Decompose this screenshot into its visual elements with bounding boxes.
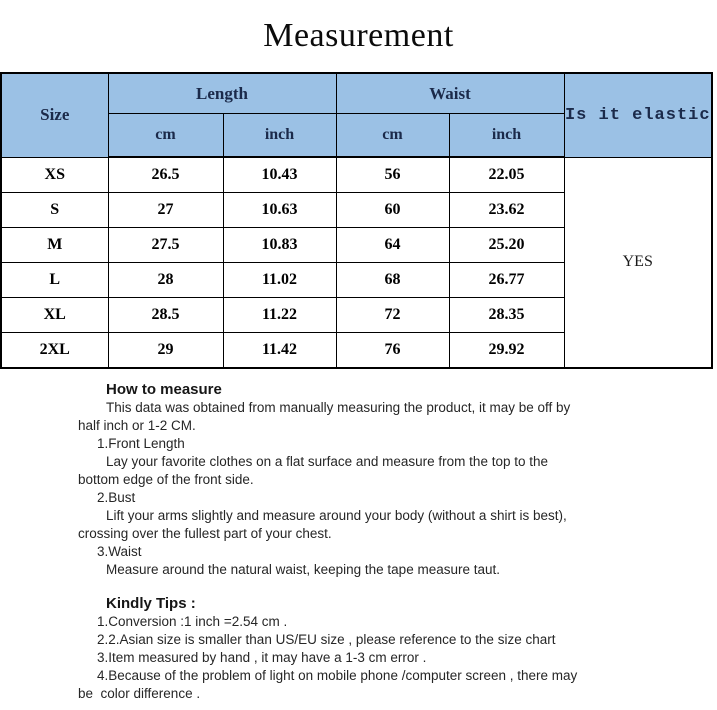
how-to-measure-line: 3.Waist <box>97 544 142 559</box>
how-to-measure-line: This data was obtained from manually measuring the product, it may be off by <box>106 400 571 415</box>
length-cm-value: 28.5 <box>108 298 223 333</box>
how-to-measure-line: 2.Bust <box>97 490 136 505</box>
title-wrap <box>0 0 717 72</box>
size-row-xs <box>1 157 712 193</box>
waist-cm-value: 64 <box>336 228 449 263</box>
kindly-tips-line: 4.Because of the problem of light on mobile phone /computer screen , there may <box>97 668 578 683</box>
header-row-groups <box>1 73 712 114</box>
size-label: S <box>1 193 108 228</box>
length-inch-value: 10.63 <box>223 193 336 228</box>
how-to-measure-line: Lift your arms slightly and measure around your body (without a shirt is best), <box>106 508 567 523</box>
how-to-measure-line: bottom edge of the front side. <box>78 472 254 487</box>
waist-cm-value: 72 <box>336 298 449 333</box>
kindly-tips-line: 1.Conversion :1 inch =2.54 cm . <box>97 614 288 629</box>
length-cm-value: 26.5 <box>108 157 223 193</box>
header-elastic: Is it elastic <box>564 73 712 157</box>
kindly-tips-line: 3.Item measured by hand , it may have a 1-3 cm error . <box>97 650 427 665</box>
waist-inch-value: 22.05 <box>449 157 564 193</box>
length-inch-value: 10.43 <box>223 157 336 193</box>
how-to-measure-line: Measure around the natural waist, keeping the tape measure taut. <box>106 562 500 577</box>
header-length-cm: cm <box>108 114 223 158</box>
waist-inch-value: 23.62 <box>449 193 564 228</box>
size-label: M <box>1 228 108 263</box>
size-label: 2XL <box>1 333 108 369</box>
waist-inch-value: 25.20 <box>449 228 564 263</box>
waist-cm-value: 60 <box>336 193 449 228</box>
waist-cm-value: 56 <box>336 157 449 193</box>
length-cm-value: 28 <box>108 263 223 298</box>
how-to-measure-section <box>0 381 717 579</box>
header-size: Size <box>1 73 108 157</box>
waist-inch-value: 26.77 <box>449 263 564 298</box>
length-inch-value: 10.83 <box>223 228 336 263</box>
how-to-measure-line: crossing over the fullest part of your chest. <box>78 526 332 541</box>
header-waist: Waist <box>336 73 564 114</box>
waist-cm-value: 76 <box>336 333 449 369</box>
length-cm-value: 29 <box>108 333 223 369</box>
length-cm-value: 27 <box>108 193 223 228</box>
waist-inch-value: 28.35 <box>449 298 564 333</box>
header-waist-cm: cm <box>336 114 449 158</box>
kindly-tips-heading: Kindly Tips : <box>106 595 196 612</box>
kindly-tips-line: 2.2.Asian size is smaller than US/EU size , please reference to the size chart <box>97 632 556 647</box>
kindly-tips-line: be color difference . <box>78 686 201 701</box>
how-to-measure-line: 1.Front Length <box>97 436 185 451</box>
how-to-measure-heading: How to measure <box>106 381 222 398</box>
size-label: XL <box>1 298 108 333</box>
length-inch-value: 11.42 <box>223 333 336 369</box>
size-chart-table <box>0 72 713 369</box>
length-inch-value: 11.22 <box>223 298 336 333</box>
length-inch-value: 11.02 <box>223 263 336 298</box>
header-length: Length <box>108 73 336 114</box>
waist-cm-value: 68 <box>336 263 449 298</box>
how-to-measure-line: half inch or 1-2 CM. <box>78 418 196 433</box>
page-title: Measurement <box>263 17 454 54</box>
size-label: XS <box>1 157 108 193</box>
kindly-tips-section <box>0 595 717 703</box>
header-length-inch: inch <box>223 114 336 158</box>
how-to-measure-line: Lay your favorite clothes on a flat surface and measure from the top to the <box>106 454 548 469</box>
elastic-value-cell: YES <box>564 157 712 368</box>
waist-inch-value: 29.92 <box>449 333 564 369</box>
length-cm-value: 27.5 <box>108 228 223 263</box>
size-label: L <box>1 263 108 298</box>
header-waist-inch: inch <box>449 114 564 158</box>
